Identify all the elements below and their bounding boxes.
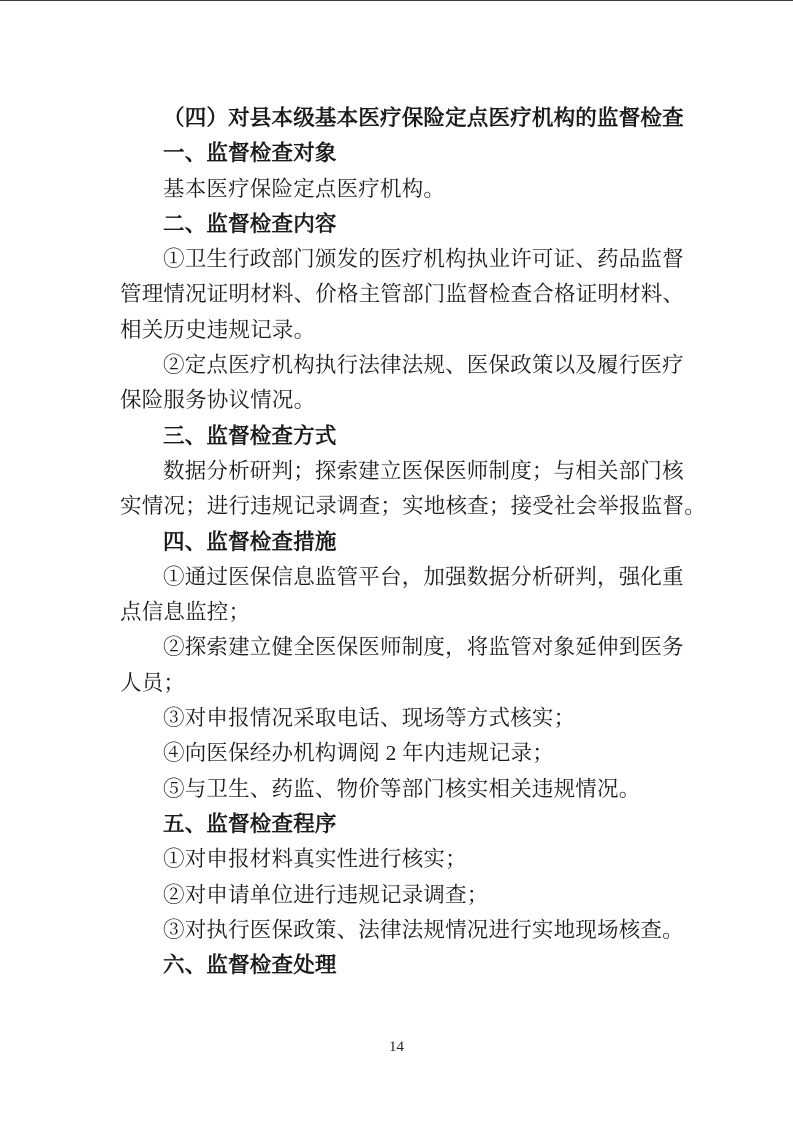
line-body: 数据分析研判；探索建立医保医师制度；与相关部门核 (163, 458, 684, 483)
line-body: 相关历史违规记录。 (120, 317, 316, 342)
line-body: ①卫生行政部门颁发的医疗机构执业许可证、药品监督 (163, 247, 684, 272)
line-body: ⑤与卫生、药监、物价等部门核实相关违规情况。 (163, 776, 641, 801)
line-body: ②探索建立健全医保医师制度，将监管对象延伸到医务 (163, 635, 684, 660)
line-heading: 三、监督检查方式 (163, 423, 337, 448)
line-body: 保险服务协议情况。 (120, 388, 316, 413)
line-body: ①通过医保信息监管平台，加强数据分析研判，强化重 (163, 564, 684, 589)
line-body: 点信息监控； (120, 600, 251, 625)
line-body: ②定点医疗机构执行法律法规、医保政策以及履行医疗 (163, 353, 684, 378)
line-heading: 四、监督检查措施 (163, 529, 337, 554)
line-body: 实情况；进行违规记录调查；实地核查；接受社会举报监督。 (120, 494, 706, 519)
line-body: 管理情况证明材料、价格主管部门监督检查合格证明材料、 (120, 282, 685, 307)
line-title: （四）对县本级基本医疗保险定点医疗机构的监督检查 (163, 106, 684, 130)
line-body: ④向医保经办机构调阅 2 年内违规记录； (163, 741, 555, 766)
page-content (120, 101, 706, 983)
line-body: 人员； (120, 670, 186, 695)
line-body: ③对执行医保政策、法律法规情况进行实地现场核查。 (163, 917, 684, 942)
line-heading: 六、监督检查处理 (163, 953, 337, 978)
line-body: ③对申报情况采取电话、现场等方式核实； (163, 706, 576, 731)
line-body: 基本医疗保险定点医疗机构。 (163, 176, 446, 201)
line-body: ①对申报材料真实性进行核实； (163, 847, 467, 872)
line-heading: 一、监督检查对象 (163, 141, 337, 166)
page-number: 14 (389, 1039, 404, 1055)
line-heading: 五、监督检查程序 (163, 811, 337, 836)
line-heading: 二、监督检查内容 (163, 211, 337, 236)
line-body: ②对申请单位进行违规记录调查； (163, 882, 489, 907)
